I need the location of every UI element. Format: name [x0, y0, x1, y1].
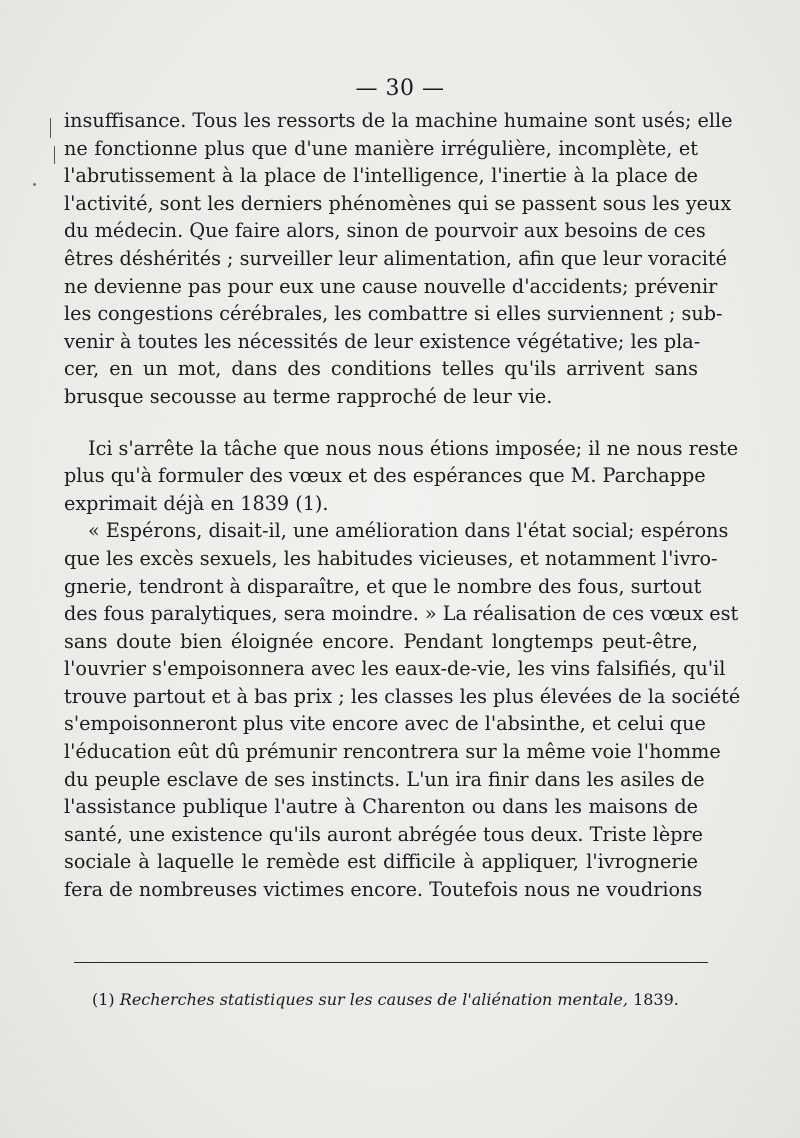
text-line: brusque secousse au terme rapproché de leur vie.: [64, 384, 553, 408]
footnote-marker: (1): [92, 990, 115, 1009]
margin-mark: [50, 118, 51, 138]
paragraph-gap: [64, 411, 698, 435]
text-line: venir à toutes les nécessités de leur existence végétative; les pla-: [64, 329, 701, 353]
text-line: exprimait déjà en 1839 (1).: [64, 491, 329, 515]
paragraph: [64, 107, 733, 411]
text-line: êtres déshérités ; surveiller leur alimentation, afin que leur voracité: [64, 246, 727, 270]
footnote-rule: [74, 962, 708, 963]
text-line: santé, une existence qu'ils auront abrégée tous deux. Triste lèpre: [64, 822, 704, 846]
text-line: l'abrutissement à la place de l'intelligence, l'inertie à la place de: [64, 164, 698, 188]
text-line: plus qu'à formuler des vœux et des espérances que M. Parchappe: [64, 464, 706, 488]
text-line: l'assistance publique l'autre à Charenton ou dans les maisons de: [64, 795, 698, 819]
text-line: trouve partout et à bas prix ; les classes les plus élevées de la société: [64, 684, 741, 708]
text-line: s'empoisonneront plus vite encore avec de l'absinthe, et celui que: [64, 712, 706, 736]
text-line: l'ouvrier s'empoisonnera avec les eaux-de-vie, les vins falsifiés, qu'il: [64, 657, 726, 681]
text-line: sociale à laquelle le remède est difficile à appliquer, l'ivrognerie: [64, 850, 698, 874]
text-line: l'activité, sont les derniers phénomènes qui se passent sous les yeux: [64, 191, 732, 215]
body-text: [64, 107, 741, 904]
text-line: ne fonctionne plus que d'une manière irrégulière, incomplète, et: [64, 136, 698, 160]
text-line: du médecin. Que faire alors, sinon de pourvoir aux besoins de ces: [64, 219, 706, 243]
text-line: gnerie, tendront à disparaître, et que le nombre des fous, surtout: [64, 574, 702, 598]
text-line: sans doute bien éloignée encore. Pendant longtemps peut-être,: [64, 629, 698, 653]
page-number: — 30 —: [355, 76, 445, 101]
text-line: les congestions cérébrales, les combattre si elles surviennent ; sub-: [64, 302, 723, 326]
text-line: cer, en un mot, dans des conditions telles qu'ils arrivent sans: [64, 357, 698, 381]
text-line: fera de nombreuses victimes encore. Toutefois nous ne voudrions: [64, 878, 703, 902]
text-line: du peuple esclave de ses instincts. L'un ira finir dans les asiles de: [64, 767, 705, 791]
footnote: [92, 988, 679, 1012]
paragraph: [64, 435, 739, 518]
text-line: ne devienne pas pour eux une cause nouvelle d'accidents; prévenir: [64, 274, 718, 298]
footnote-year: 1839.: [633, 990, 679, 1009]
text-line: l'éducation eût dû prémunir rencontrera sur la même voie l'homme: [64, 740, 721, 764]
paper-speck: [33, 183, 36, 186]
text-line: « Espérons, disait-il, une amélioration dans l'état social; espérons: [88, 519, 729, 543]
margin-mark: [54, 146, 55, 164]
text-line: Ici s'arrête la tâche que nous nous étions imposée; il ne nous reste: [88, 436, 739, 460]
text-line: des fous paralytiques, sera moindre. » La réalisation de ces vœux est: [64, 602, 739, 626]
footnote-title: Recherches statistiques sur les causes de l'aliénation mentale,: [119, 990, 628, 1009]
text-line: que les excès sexuels, les habitudes vicieuses, et notamment l'ivro-: [64, 546, 718, 570]
text-line: insuffisance. Tous les ressorts de la machine humaine sont usés; elle: [64, 109, 733, 132]
paragraph: [64, 517, 741, 903]
